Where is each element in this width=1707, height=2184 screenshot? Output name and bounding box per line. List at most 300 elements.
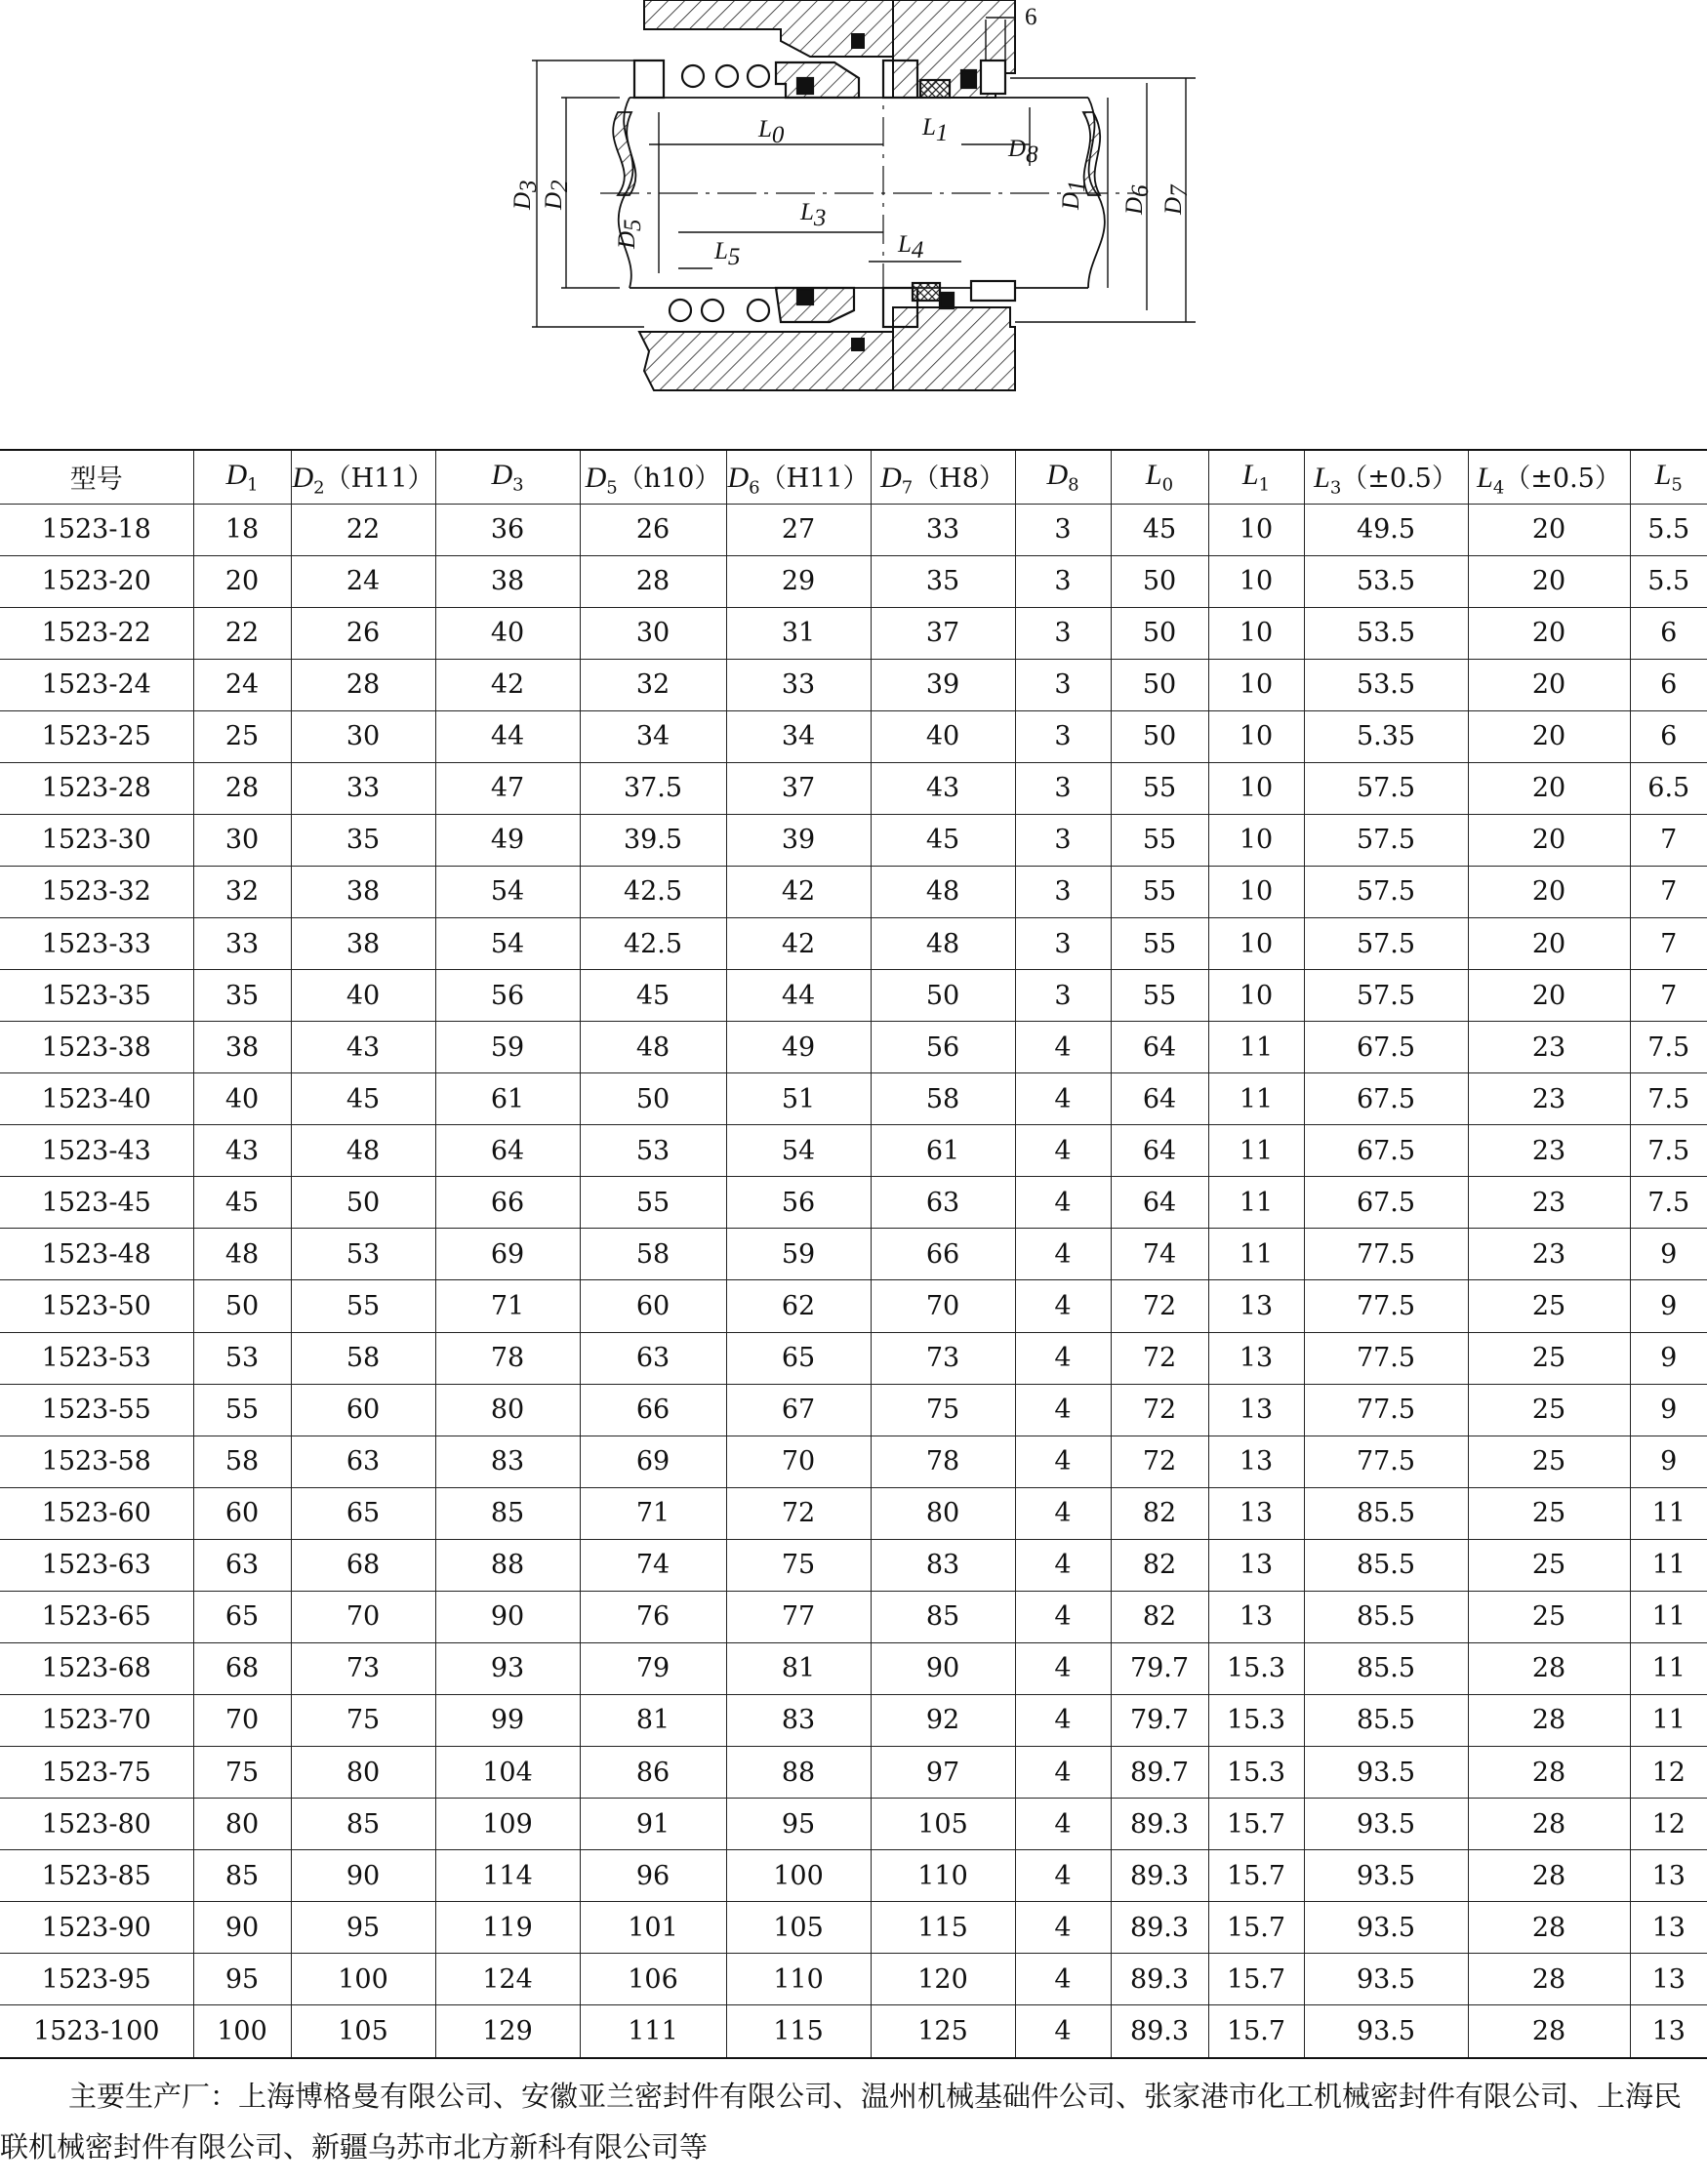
value-cell: 75 <box>871 1384 1015 1436</box>
table-row <box>0 866 1707 917</box>
value-cell: 43 <box>871 762 1015 814</box>
column-header-symbol: L <box>1314 461 1330 494</box>
value-cell: 49 <box>726 1022 871 1073</box>
value-cell: 15.7 <box>1208 2005 1304 2058</box>
value-cell: 20 <box>193 555 291 607</box>
table-row <box>0 1747 1707 1799</box>
value-cell: 30 <box>291 710 435 762</box>
value-cell: 80 <box>435 1384 580 1436</box>
column-header-subscript: 7 <box>901 476 914 498</box>
value-cell: 49 <box>435 814 580 866</box>
column-header-tolerance: （H11） <box>324 463 434 494</box>
column-header-subscript: 0 <box>1161 474 1174 496</box>
value-cell: 65 <box>726 1332 871 1384</box>
value-cell: 88 <box>726 1747 871 1799</box>
value-cell: 22 <box>291 504 435 555</box>
value-cell: 72 <box>1111 1436 1208 1487</box>
column-header-symbol: D <box>585 461 607 494</box>
model-cell: 1523-53 <box>0 1332 193 1384</box>
table-row <box>0 1539 1707 1591</box>
model-cell: 1523-80 <box>0 1799 193 1850</box>
value-cell: 12 <box>1630 1747 1707 1799</box>
value-cell: 43 <box>291 1022 435 1073</box>
value-cell: 28 <box>193 762 291 814</box>
value-cell: 45 <box>871 814 1015 866</box>
label-d3: D3 <box>509 180 542 210</box>
value-cell: 20 <box>1468 866 1630 917</box>
value-cell: 60 <box>580 1280 726 1332</box>
value-cell: 4 <box>1015 1694 1111 1746</box>
value-cell: 82 <box>1111 1539 1208 1591</box>
value-cell: 42 <box>726 918 871 970</box>
column-header-subscript: 2 <box>313 476 325 498</box>
value-cell: 11 <box>1630 1694 1707 1746</box>
model-cell: 1523-30 <box>0 814 193 866</box>
value-cell: 18 <box>193 504 291 555</box>
table-row <box>0 1694 1707 1746</box>
value-cell: 54 <box>435 866 580 917</box>
value-cell: 57.5 <box>1304 866 1468 917</box>
table-row <box>0 1280 1707 1332</box>
value-cell: 73 <box>291 1642 435 1694</box>
value-cell: 13 <box>1208 1384 1304 1436</box>
value-cell: 24 <box>193 659 291 710</box>
value-cell: 124 <box>435 1954 580 2005</box>
value-cell: 20 <box>1468 918 1630 970</box>
value-cell: 15.3 <box>1208 1694 1304 1746</box>
value-cell: 13 <box>1630 2005 1707 2058</box>
model-cell: 1523-63 <box>0 1539 193 1591</box>
value-cell: 93.5 <box>1304 1747 1468 1799</box>
value-cell: 39 <box>871 659 1015 710</box>
value-cell: 55 <box>193 1384 291 1436</box>
value-cell: 83 <box>726 1694 871 1746</box>
value-cell: 6 <box>1630 607 1707 659</box>
value-cell: 11 <box>1630 1487 1707 1539</box>
value-cell: 25 <box>1468 1539 1630 1591</box>
value-cell: 38 <box>193 1022 291 1073</box>
value-cell: 4 <box>1015 1539 1111 1591</box>
label-l1: L1 <box>922 114 949 146</box>
column-header <box>193 450 291 504</box>
value-cell: 28 <box>1468 1902 1630 1954</box>
value-cell: 3 <box>1015 918 1111 970</box>
value-cell: 86 <box>580 1747 726 1799</box>
value-cell: 40 <box>435 607 580 659</box>
value-cell: 24 <box>291 555 435 607</box>
value-cell: 53 <box>580 1125 726 1177</box>
model-cell: 1523-33 <box>0 918 193 970</box>
value-cell: 20 <box>1468 762 1630 814</box>
value-cell: 4 <box>1015 1384 1111 1436</box>
model-cell: 1523-18 <box>0 504 193 555</box>
value-cell: 106 <box>580 1954 726 2005</box>
label-d5: D5 <box>614 219 646 249</box>
value-cell: 77 <box>726 1591 871 1642</box>
value-cell: 50 <box>1111 659 1208 710</box>
value-cell: 70 <box>291 1591 435 1642</box>
value-cell: 7 <box>1630 866 1707 917</box>
value-cell: 48 <box>580 1022 726 1073</box>
value-cell: 85.5 <box>1304 1539 1468 1591</box>
value-cell: 91 <box>580 1799 726 1850</box>
label-l0: L0 <box>758 116 785 148</box>
table-row <box>0 1487 1707 1539</box>
value-cell: 60 <box>193 1487 291 1539</box>
value-cell: 89.3 <box>1111 2005 1208 2058</box>
table-row <box>0 918 1707 970</box>
value-cell: 51 <box>726 1073 871 1125</box>
value-cell: 59 <box>726 1229 871 1280</box>
value-cell: 88 <box>435 1539 580 1591</box>
column-header-subscript: 5 <box>1671 474 1683 496</box>
value-cell: 36 <box>435 504 580 555</box>
value-cell: 15.7 <box>1208 1954 1304 2005</box>
value-cell: 38 <box>291 866 435 917</box>
value-cell: 50 <box>193 1280 291 1332</box>
column-header-symbol: D <box>292 461 314 494</box>
value-cell: 49.5 <box>1304 504 1468 555</box>
seal-section-drawing <box>503 0 1244 400</box>
value-cell: 6 <box>1630 710 1707 762</box>
value-cell: 50 <box>1111 607 1208 659</box>
value-cell: 80 <box>291 1747 435 1799</box>
table-row <box>0 1073 1707 1125</box>
value-cell: 93.5 <box>1304 1799 1468 1850</box>
value-cell: 53 <box>291 1229 435 1280</box>
value-cell: 11 <box>1208 1229 1304 1280</box>
value-cell: 11 <box>1630 1539 1707 1591</box>
value-cell: 72 <box>726 1487 871 1539</box>
value-cell: 92 <box>871 1694 1015 1746</box>
value-cell: 95 <box>291 1902 435 1954</box>
value-cell: 38 <box>291 918 435 970</box>
value-cell: 60 <box>291 1384 435 1436</box>
value-cell: 9 <box>1630 1229 1707 1280</box>
column-header <box>1630 450 1707 504</box>
value-cell: 40 <box>193 1073 291 1125</box>
table-row <box>0 1229 1707 1280</box>
value-cell: 28 <box>580 555 726 607</box>
model-cell: 1523-68 <box>0 1642 193 1694</box>
value-cell: 33 <box>291 762 435 814</box>
column-header-subscript: 1 <box>1258 474 1271 496</box>
value-cell: 75 <box>193 1747 291 1799</box>
value-cell: 20 <box>1468 504 1630 555</box>
column-header-symbol: D <box>491 459 513 492</box>
value-cell: 53.5 <box>1304 659 1468 710</box>
value-cell: 48 <box>871 866 1015 917</box>
model-cell: 1523-24 <box>0 659 193 710</box>
value-cell: 72 <box>1111 1332 1208 1384</box>
value-cell: 11 <box>1208 1073 1304 1125</box>
value-cell: 35 <box>871 555 1015 607</box>
value-cell: 50 <box>291 1177 435 1229</box>
column-header-label: 型号 <box>69 465 123 496</box>
table-row <box>0 710 1707 762</box>
value-cell: 38 <box>435 555 580 607</box>
value-cell: 67.5 <box>1304 1022 1468 1073</box>
value-cell: 59 <box>435 1022 580 1073</box>
column-header-tolerance: （H11） <box>759 463 870 494</box>
value-cell: 101 <box>580 1902 726 1954</box>
value-cell: 11 <box>1630 1591 1707 1642</box>
table-body <box>0 504 1707 2058</box>
value-cell: 3 <box>1015 659 1111 710</box>
value-cell: 115 <box>726 2005 871 2058</box>
column-header <box>580 450 726 504</box>
value-cell: 89.3 <box>1111 1799 1208 1850</box>
column-header <box>871 450 1015 504</box>
value-cell: 57.5 <box>1304 918 1468 970</box>
value-cell: 10 <box>1208 555 1304 607</box>
value-cell: 104 <box>435 1747 580 1799</box>
value-cell: 57.5 <box>1304 762 1468 814</box>
value-cell: 10 <box>1208 918 1304 970</box>
column-header <box>1208 450 1304 504</box>
value-cell: 32 <box>580 659 726 710</box>
value-cell: 83 <box>435 1436 580 1487</box>
value-cell: 26 <box>291 607 435 659</box>
value-cell: 10 <box>1208 504 1304 555</box>
value-cell: 62 <box>726 1280 871 1332</box>
shaft <box>600 68 1137 322</box>
value-cell: 45 <box>193 1177 291 1229</box>
value-cell: 72 <box>1111 1280 1208 1332</box>
value-cell: 37 <box>871 607 1015 659</box>
value-cell: 93.5 <box>1304 2005 1468 2058</box>
value-cell: 100 <box>193 2005 291 2058</box>
value-cell: 85 <box>435 1487 580 1539</box>
table-row <box>0 1022 1707 1073</box>
value-cell: 55 <box>1111 918 1208 970</box>
column-header-tolerance: （H8） <box>913 463 1005 494</box>
table-row <box>0 1591 1707 1642</box>
value-cell: 80 <box>193 1799 291 1850</box>
value-cell: 3 <box>1015 970 1111 1022</box>
value-cell: 55 <box>1111 762 1208 814</box>
table-row <box>0 762 1707 814</box>
value-cell: 81 <box>726 1642 871 1694</box>
model-cell: 1523-85 <box>0 1850 193 1902</box>
model-cell: 1523-95 <box>0 1954 193 2005</box>
label-six: 6 <box>1025 4 1037 30</box>
value-cell: 67.5 <box>1304 1073 1468 1125</box>
value-cell: 58 <box>871 1073 1015 1125</box>
value-cell: 11 <box>1208 1125 1304 1177</box>
value-cell: 69 <box>435 1229 580 1280</box>
value-cell: 4 <box>1015 1436 1111 1487</box>
spec-table <box>0 449 1707 2059</box>
value-cell: 81 <box>580 1694 726 1746</box>
column-header-subscript: 3 <box>1329 476 1342 498</box>
value-cell: 13 <box>1208 1487 1304 1539</box>
value-cell: 34 <box>726 710 871 762</box>
value-cell: 57.5 <box>1304 814 1468 866</box>
value-cell: 76 <box>580 1591 726 1642</box>
value-cell: 25 <box>1468 1487 1630 1539</box>
value-cell: 11 <box>1208 1022 1304 1073</box>
table-row <box>0 814 1707 866</box>
model-cell: 1523-60 <box>0 1487 193 1539</box>
value-cell: 10 <box>1208 659 1304 710</box>
column-header-symbol: D <box>727 461 750 494</box>
value-cell: 45 <box>291 1073 435 1125</box>
value-cell: 25 <box>1468 1384 1630 1436</box>
model-cell: 1523-65 <box>0 1591 193 1642</box>
column-header-symbol: D <box>225 459 248 492</box>
value-cell: 39.5 <box>580 814 726 866</box>
value-cell: 13 <box>1630 1850 1707 1902</box>
value-cell: 23 <box>1468 1073 1630 1125</box>
column-header-tolerance: （±0.5） <box>1504 463 1621 494</box>
value-cell: 48 <box>871 918 1015 970</box>
value-cell: 63 <box>871 1177 1015 1229</box>
table-row <box>0 1799 1707 1850</box>
value-cell: 27 <box>726 504 871 555</box>
value-cell: 70 <box>871 1280 1015 1332</box>
value-cell: 4 <box>1015 1487 1111 1539</box>
model-cell: 1523-100 <box>0 2005 193 2058</box>
value-cell: 58 <box>291 1332 435 1384</box>
value-cell: 13 <box>1630 1902 1707 1954</box>
value-cell: 23 <box>1468 1022 1630 1073</box>
value-cell: 61 <box>435 1073 580 1125</box>
value-cell: 9 <box>1630 1436 1707 1487</box>
value-cell: 6 <box>1630 659 1707 710</box>
value-cell: 33 <box>726 659 871 710</box>
value-cell: 5.5 <box>1630 555 1707 607</box>
value-cell: 42 <box>726 866 871 917</box>
value-cell: 7 <box>1630 918 1707 970</box>
value-cell: 20 <box>1468 970 1630 1022</box>
value-cell: 20 <box>1468 659 1630 710</box>
value-cell: 74 <box>1111 1229 1208 1280</box>
value-cell: 55 <box>580 1177 726 1229</box>
value-cell: 35 <box>193 970 291 1022</box>
column-header-symbol: D <box>880 461 902 494</box>
label-d8: D8 <box>1008 136 1038 168</box>
column-header-subscript: 5 <box>606 476 618 498</box>
value-cell: 15.7 <box>1208 1850 1304 1902</box>
value-cell: 3 <box>1015 504 1111 555</box>
value-cell: 29 <box>726 555 871 607</box>
value-cell: 55 <box>1111 866 1208 917</box>
value-cell: 44 <box>726 970 871 1022</box>
value-cell: 109 <box>435 1799 580 1850</box>
column-header-symbol: L <box>1145 459 1162 492</box>
table-row <box>0 1125 1707 1177</box>
table-row <box>0 1332 1707 1384</box>
value-cell: 100 <box>291 1954 435 2005</box>
value-cell: 53.5 <box>1304 555 1468 607</box>
model-cell: 1523-75 <box>0 1747 193 1799</box>
table-header-row <box>0 450 1707 504</box>
manufacturers-note: 主要生产厂：上海博格曼有限公司、安徽亚兰密封件有限公司、温州机械基础件公司、张家港市化工机械密封件有限公司、上海民联机械密封件有限公司、新疆乌苏市北方新科有限公司等 <box>0 2080 1683 2164</box>
value-cell: 70 <box>726 1436 871 1487</box>
value-cell: 110 <box>871 1850 1015 1902</box>
value-cell: 93.5 <box>1304 1902 1468 1954</box>
label-l5: L5 <box>714 238 741 270</box>
value-cell: 68 <box>193 1642 291 1694</box>
value-cell: 35 <box>291 814 435 866</box>
model-cell: 1523-38 <box>0 1022 193 1073</box>
value-cell: 89.7 <box>1111 1747 1208 1799</box>
value-cell: 32 <box>193 866 291 917</box>
column-header <box>1015 450 1111 504</box>
column-header <box>291 450 435 504</box>
value-cell: 64 <box>1111 1177 1208 1229</box>
value-cell: 3 <box>1015 866 1111 917</box>
value-cell: 4 <box>1015 1125 1111 1177</box>
value-cell: 56 <box>726 1177 871 1229</box>
value-cell: 13 <box>1208 1436 1304 1487</box>
value-cell: 53.5 <box>1304 607 1468 659</box>
value-cell: 115 <box>871 1902 1015 1954</box>
table-row <box>0 1902 1707 1954</box>
value-cell: 30 <box>580 607 726 659</box>
column-header-tolerance: （h10） <box>617 463 721 494</box>
value-cell: 3 <box>1015 607 1111 659</box>
value-cell: 10 <box>1208 762 1304 814</box>
column-header <box>1468 450 1630 504</box>
value-cell: 4 <box>1015 1022 1111 1073</box>
model-cell: 1523-70 <box>0 1694 193 1746</box>
value-cell: 100 <box>726 1850 871 1902</box>
value-cell: 40 <box>291 970 435 1022</box>
value-cell: 120 <box>871 1954 1015 2005</box>
value-cell: 64 <box>1111 1073 1208 1125</box>
value-cell: 12 <box>1630 1799 1707 1850</box>
value-cell: 77.5 <box>1304 1332 1468 1384</box>
value-cell: 15.3 <box>1208 1747 1304 1799</box>
value-cell: 4 <box>1015 1332 1111 1384</box>
value-cell: 85.5 <box>1304 1694 1468 1746</box>
column-header-symbol: L <box>1477 461 1493 494</box>
value-cell: 110 <box>726 1954 871 2005</box>
value-cell: 11 <box>1630 1642 1707 1694</box>
model-cell: 1523-25 <box>0 710 193 762</box>
value-cell: 4 <box>1015 1177 1111 1229</box>
value-cell: 42.5 <box>580 866 726 917</box>
value-cell: 79 <box>580 1642 726 1694</box>
value-cell: 7 <box>1630 814 1707 866</box>
value-cell: 10 <box>1208 814 1304 866</box>
value-cell: 55 <box>1111 814 1208 866</box>
table-row <box>0 1954 1707 2005</box>
label-l3: L3 <box>800 199 827 231</box>
value-cell: 4 <box>1015 1642 1111 1694</box>
column-header-symbol: L <box>1241 459 1259 492</box>
value-cell: 97 <box>871 1747 1015 1799</box>
value-cell: 13 <box>1208 1539 1304 1591</box>
value-cell: 50 <box>580 1073 726 1125</box>
value-cell: 54 <box>726 1125 871 1177</box>
value-cell: 105 <box>291 2005 435 2058</box>
value-cell: 43 <box>193 1125 291 1177</box>
value-cell: 10 <box>1208 710 1304 762</box>
value-cell: 4 <box>1015 1799 1111 1850</box>
model-cell: 1523-20 <box>0 555 193 607</box>
value-cell: 73 <box>871 1332 1015 1384</box>
value-cell: 3 <box>1015 555 1111 607</box>
column-header-subscript: 4 <box>1492 476 1505 498</box>
value-cell: 26 <box>580 504 726 555</box>
value-cell: 93 <box>435 1642 580 1694</box>
model-cell: 1523-48 <box>0 1229 193 1280</box>
value-cell: 20 <box>1468 814 1630 866</box>
value-cell: 13 <box>1208 1280 1304 1332</box>
